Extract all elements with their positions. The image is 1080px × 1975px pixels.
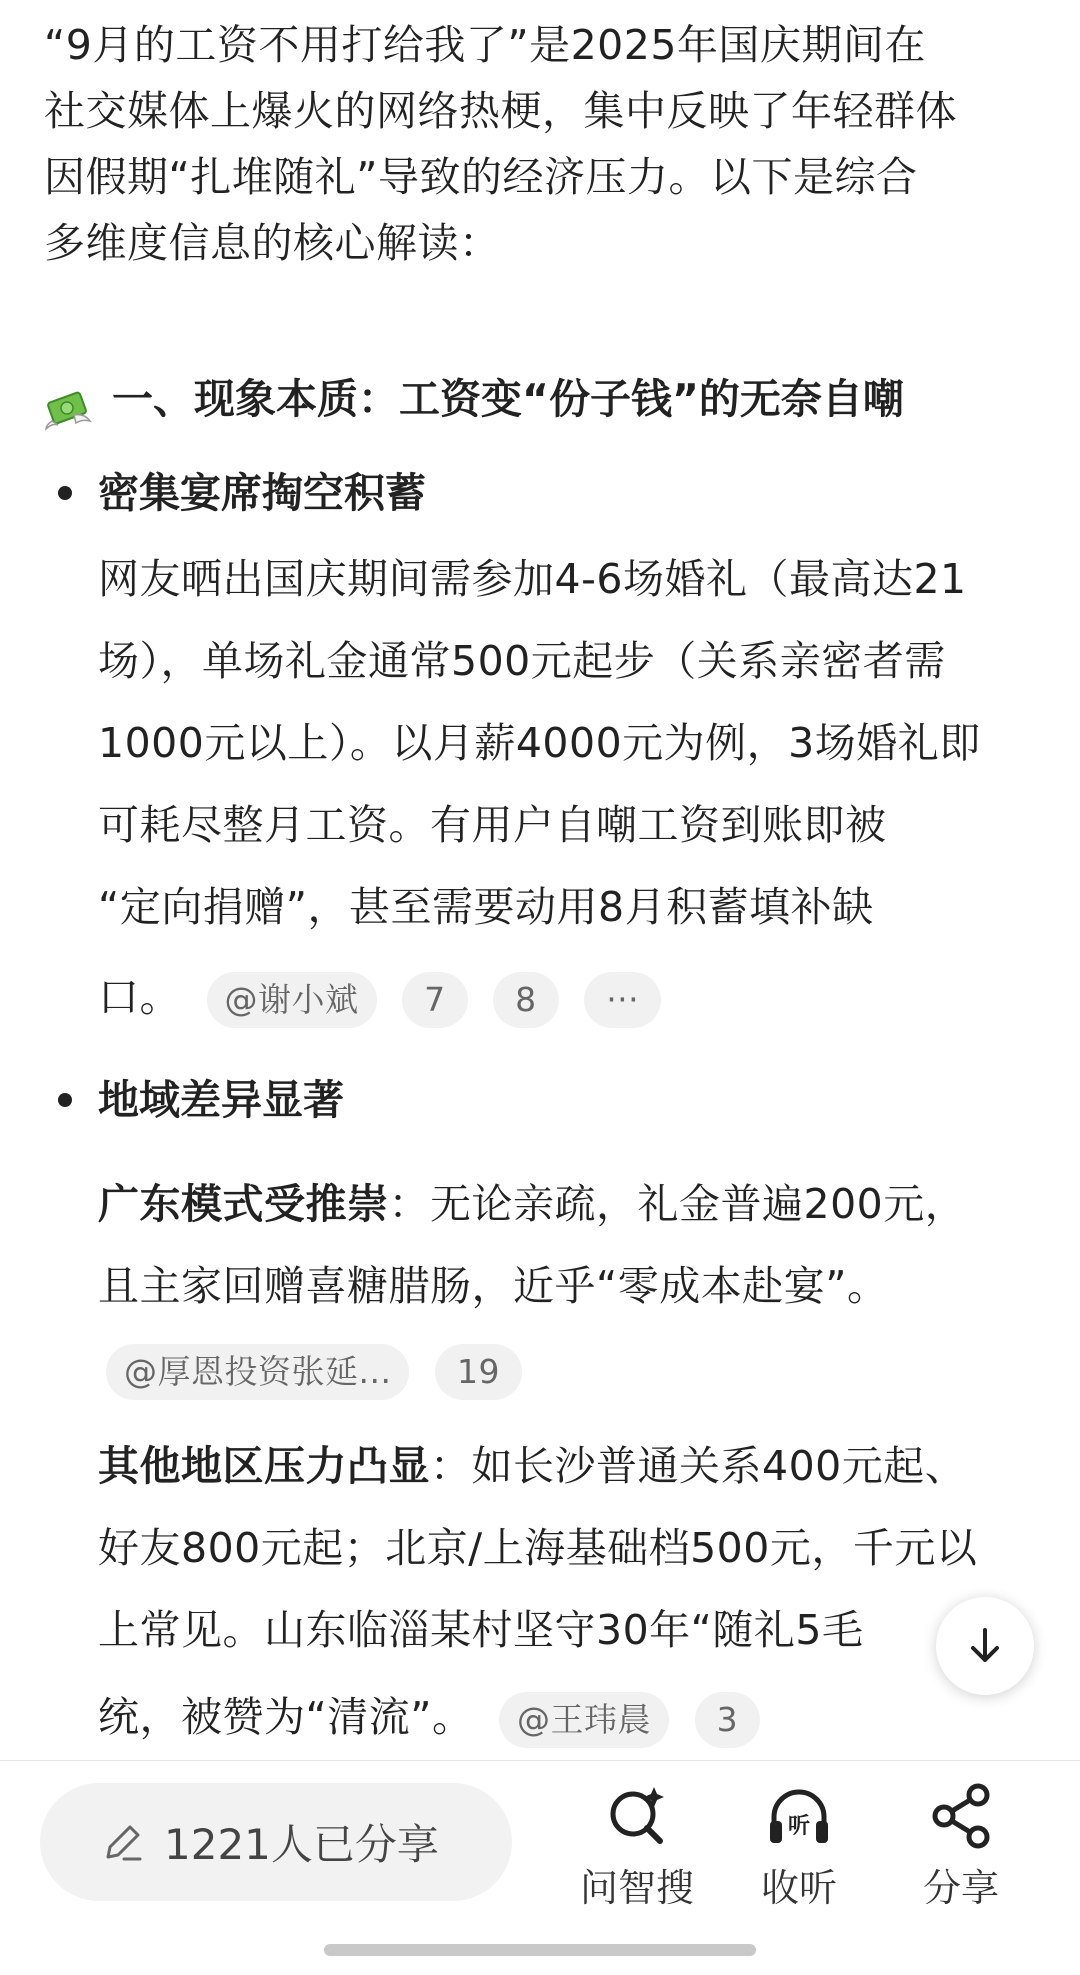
- source-chip-ref[interactable]: 7: [402, 972, 468, 1028]
- intro-line-3: 因假期“扎堆随礼”导致的经济压力。以下是综合: [44, 153, 918, 201]
- share-icon: [926, 1781, 996, 1851]
- source-chip-author[interactable]: @厚恩投资张延...: [106, 1344, 409, 1400]
- headphones-icon: [764, 1781, 834, 1851]
- bullet-body-line: 网友晒出国庆期间需参加4-6场婚礼（最高达21: [98, 555, 967, 603]
- regional-para-2-line-3: 上常见。山东临淄某村坚守30年“随礼5毛: [98, 1606, 864, 1654]
- home-indicator[interactable]: [324, 1944, 756, 1956]
- regional-para-1-line-2: 且主家回赠喜糖腊肠，近乎“零成本赴宴”。: [98, 1262, 889, 1310]
- more-sources-chip[interactable]: ···: [584, 972, 661, 1028]
- listen-label: 收听: [760, 1866, 837, 1910]
- source-chip-ref[interactable]: 19: [435, 1344, 522, 1400]
- share-count-button[interactable]: [40, 1783, 512, 1901]
- bullet-title-regional: 地域差异显著: [98, 1076, 344, 1124]
- source-chip-ref[interactable]: 8: [493, 972, 559, 1028]
- section-heading: [44, 358, 904, 440]
- arrow-down-icon: [963, 1624, 1007, 1668]
- bullet-dot: [58, 486, 72, 500]
- bullet-body-line: 场），单场礼金通常500元起步（关系亲密者需: [98, 637, 946, 685]
- source-chip-author[interactable]: @王玮晨: [499, 1692, 669, 1748]
- intro-line-2: 社交媒体上爆火的网络热梗，集中反映了年轻群体: [44, 87, 957, 135]
- share-label: 分享: [922, 1866, 999, 1910]
- other-regions-label: 其他地区压力凸显: [98, 1442, 430, 1490]
- section-title: 一、现象本质：工资变“份子钱”的无奈自嘲: [112, 375, 904, 423]
- source-chip-author[interactable]: @谢小斌: [207, 972, 377, 1028]
- intro-line-4: 多维度信息的核心解读：: [44, 219, 501, 267]
- listen-button[interactable]: [734, 1781, 864, 1912]
- bullet-body-line: 1000元以上）。以月薪4000元为例，3场婚礼即: [98, 719, 981, 767]
- regional-para-1-chips: [98, 1328, 1038, 1410]
- regional-para-2-line-1: [98, 1425, 1038, 1507]
- regional-text: ：无论亲疏，礼金普遍200元，: [388, 1180, 967, 1228]
- ask-search-label: 问智搜: [579, 1866, 694, 1910]
- bullet-body-line: 可耗尽整月工资。有用户自嘲工资到账即被: [98, 801, 887, 849]
- scroll-down-button[interactable]: [936, 1597, 1034, 1695]
- bullet-dot: [58, 1093, 72, 1107]
- regional-text: 统，被赞为“清流”。: [98, 1693, 474, 1741]
- svg-text:听: 听: [787, 1814, 811, 1839]
- regional-para-2-line-2: 好友800元起；北京/上海基础档500元，千元以: [98, 1524, 978, 1572]
- pencil-icon: [100, 1819, 146, 1865]
- regional-para-2-line-4: [98, 1676, 1038, 1758]
- regional-text: ：如长沙普通关系400元起、: [430, 1442, 967, 1490]
- regional-para-1-line-1: [98, 1163, 1038, 1245]
- bullet-body-last-line: [98, 956, 1038, 1038]
- source-chip-ref[interactable]: 3: [695, 1692, 761, 1748]
- ask-search-button[interactable]: [572, 1781, 702, 1912]
- bullet-body-line: “定向捐赠”，甚至需要动用8月积蓄填补缺: [98, 883, 874, 931]
- guangdong-label: 广东模式受推崇: [98, 1180, 389, 1228]
- money-with-wings-icon: [44, 376, 94, 422]
- bullet-title-savings: 密集宴席掏空积蓄: [98, 469, 426, 517]
- bottom-toolbar: [0, 1760, 1080, 1975]
- share-count-text: 1221人已分享: [164, 1820, 439, 1869]
- ai-search-icon: [602, 1781, 672, 1851]
- share-button[interactable]: [896, 1781, 1026, 1912]
- intro-line-1: “9月的工资不用打给我了”是2025年国庆期间在: [44, 21, 926, 69]
- bullet-body-text: 口。: [98, 973, 181, 1021]
